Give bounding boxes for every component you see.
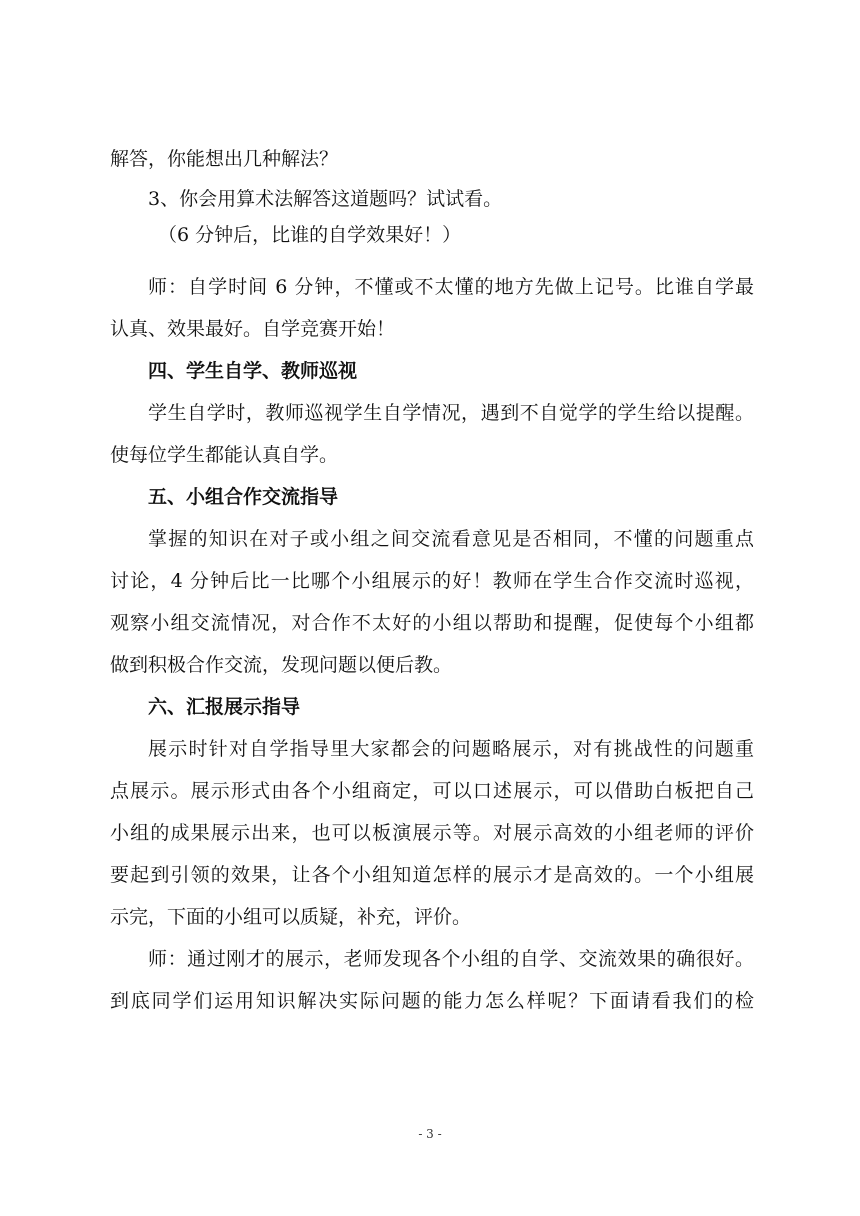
document-body <box>110 142 754 1022</box>
text-line: 3、你会用算术法解答这道题吗？试试看。 <box>148 188 503 210</box>
text-line: 做到积极合作交流，发现问题以便后教。 <box>110 654 453 676</box>
section-heading-4: 四、学生自学、教师巡视 <box>148 360 358 382</box>
text-line: 展示时针对自学指导里大家都会的问题略展示，对有挑战性的问题重 <box>148 738 754 760</box>
text-line: 小组的成果展示出来，也可以板演展示等。对展示高效的小组老师的评价 <box>110 822 754 844</box>
text-line: 点展示。展示形式由各个小组商定，可以口述展示，可以借助白板把自己 <box>110 780 754 802</box>
text-line: 观察小组交流情况，对合作不太好的小组以帮助和提醒，促使每个小组都 <box>110 612 754 634</box>
section-heading-5: 五、小组合作交流指导 <box>148 486 339 508</box>
text-line: 师：自学时间 6 分钟，不懂或不太懂的地方先做上记号。比谁自学最 <box>148 276 754 298</box>
text-line: 学生自学时，教师巡视学生自学情况，遇到不自觉学的学生给以提醒。 <box>148 402 754 424</box>
text-line: 到底同学们运用知识解决实际问题的能力怎么样呢？下面请看我们的检 <box>110 990 754 1012</box>
text-line: 认真、效果最好。自学竞赛开始！ <box>110 318 396 340</box>
text-line: 使每位学生都能认真自学。 <box>110 444 339 466</box>
text-line: （6 分钟后，比谁的自学效果好！） <box>158 224 462 246</box>
text-line: 讨论，4 分钟后比一比哪个小组展示的好！教师在学生合作交流时巡视， <box>110 570 754 592</box>
text-line: 示完，下面的小组可以质疑，补充，评价。 <box>110 906 472 928</box>
page-number: - 3 - <box>418 1127 442 1141</box>
text-line: 解答，你能想出几种解法？ <box>110 148 339 170</box>
text-line: 师：通过刚才的展示，老师发现各个小组的自学、交流效果的确很好。 <box>148 948 754 970</box>
text-line: 要起到引领的效果，让各个小组知道怎样的展示才是高效的。一个小组展 <box>110 864 754 886</box>
text-line: 掌握的知识在对子或小组之间交流看意见是否相同，不懂的问题重点 <box>148 528 754 550</box>
section-heading-6: 六、汇报展示指导 <box>148 696 301 718</box>
